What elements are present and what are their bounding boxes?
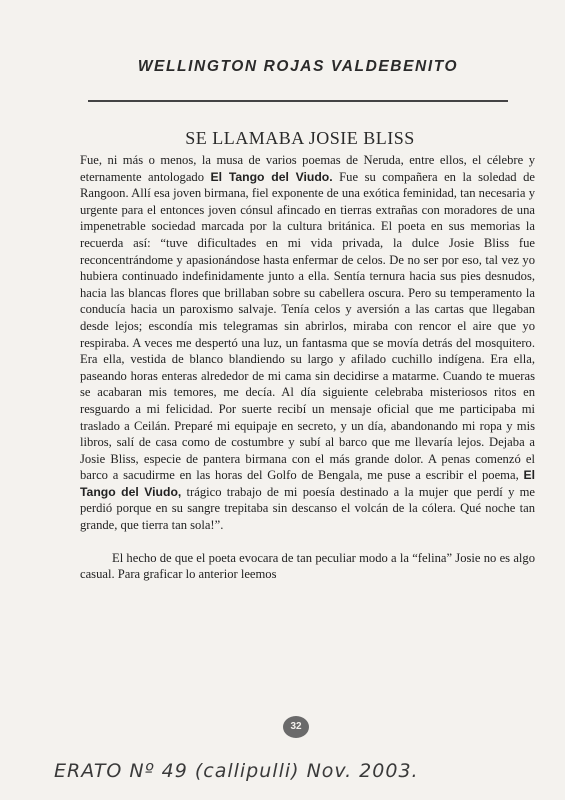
article-body [80,152,535,583]
paragraph-1-part-2: Fue su compañera en la soledad de Rangoon. Allí esa joven birmana, fiel exponente de una exótica feminidad, tan necesaria y urgente para el entonces joven cónsul afincado en tierras extrañas con moradores de una impenetrable sociedad marcada por la cultura británica. El poeta en sus memorias la recuerda así: “tuve dificultades en mi vida privada, la dulce Josie Bliss fue reconcentrándome y apasionándose hasta enfermar de celos. De no ser por eso, tal vez yo hubiera continuado indefinidamente junto a ella. Sentía ternura hacia sus pies desnudos, hacia las blancas flores que brillaban sobre su cabellera oscura. Pero su temperamento la conducía hacia un paroxismo salvaje. Tenía celos y aversión a las cartas que llegaban desde lejos; escondía mis telegramas sin abrirlos, miraba con rencor el aire que yo respiraba. A veces me despertó una luz, un fantasma que se movía detrás del mosquitero. Era ella, vestida de blanco blandiendo su largo y afilado cuchillo indígena. Era ella, paseando horas enteras alrededor de mi cama sin decidirse a matarme. Cuando te mueras se acabaran mis temores, me decía. Al día siguiente celebraba misteriosos ritos en resguardo a mi felicidad. Por suerte recibí un mensaje oficial que me participaba mi traslado a Ceilán. Preparé mi equipaje en secreto, y un día, abandonando mi ropa y mis libros, salí de casa como de costumbre y subí al barco que me llevaría lejos. Dejaba a Josie Bliss, especie de pantera birmana con el más grande dolor. A penas comenzó el barco a sacudirme en las horas del Golfo de Bengala, me puse a escribir el poema, [80,169,535,483]
poem-title-bold-2: El Tango del Viudo, [80,468,535,499]
poem-title-bold-1: El Tango del Viudo. [210,169,333,184]
running-header-author: WELLINGTON ROJAS VALDEBENITO [137,58,459,75]
paragraph-1-part-3: trágico trabajo de mi poesía destinado a la mujer que perdí y me perdió porque en su sangre trepitaba sin descanso el volcán de la cólera. Qué noche tan grande, que tierra tan sola!”. [80,484,536,533]
paragraph-1 [80,152,535,534]
paragraph-1-part-1: Fue, ni más o menos, la musa de varios poemas de Neruda, entre ellos, el célebre y eternamente antologado [80,153,535,184]
handwritten-source-note: ERATO Nº 49 (callipulli) Nov. 2003. [54,760,419,782]
header-rule [88,100,508,102]
article-title: SE LLAMABA JOSIE BLISS [185,128,415,148]
paragraph-2: El hecho de que el poeta evocara de tan peculiar modo a la “felina” Josie no es algo casual. Para graficar lo anterior leemos [80,550,535,582]
page-number-badge: 32 [283,716,309,738]
